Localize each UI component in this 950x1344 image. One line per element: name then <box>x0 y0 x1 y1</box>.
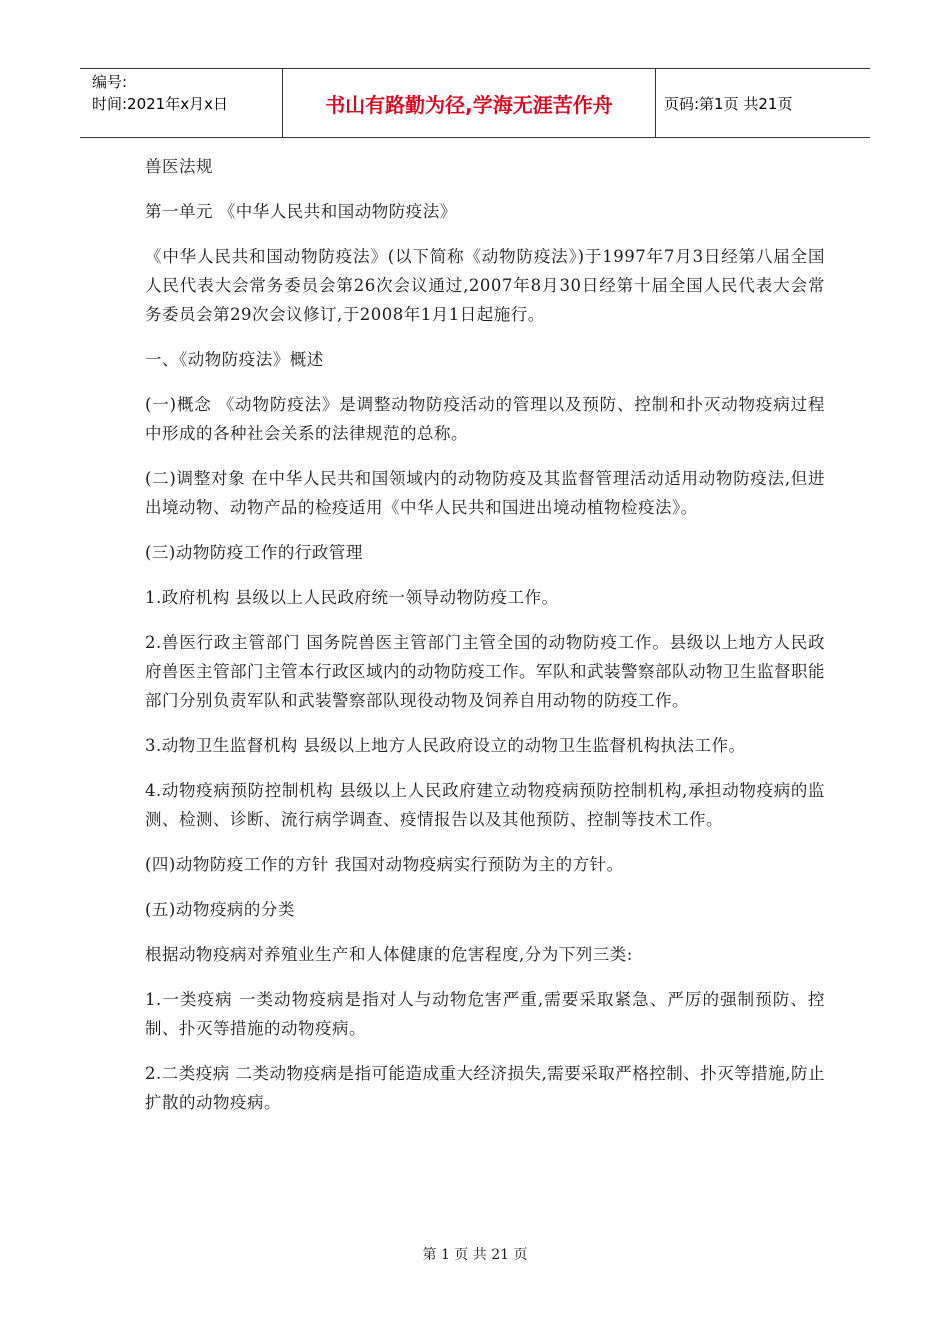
header-motto: 书山有路勤为径,学海无涯苦作舟 <box>282 69 656 137</box>
paragraph: (四)动物防疫工作的方针 我国对动物疫病实行预防为主的方针。 <box>145 855 624 874</box>
paragraph: 《中华人民共和国动物防疫法》(以下简称《动物防疫法》)于1997年7月3日经第八届全国人民代表大会常务委员会第26次会议通过,2007年8月30日经第十届全国人民代表大会常务委员会第29次会议修订,于2008年1月1日起施行。 <box>145 247 825 324</box>
subsection-heading: (五)动物疫病的分类 <box>145 900 295 919</box>
document-header <box>80 68 870 138</box>
paragraph: 4.动物疫病预防控制机构 县级以上人民政府建立动物疫病预防控制机构,承担动物疫病的监测、检测、诊断、流行病学调查、疫情报告以及其他预防、控制等技术工作。 <box>145 781 825 829</box>
paragraph: 3.动物卫生监督机构 县级以上地方人民政府设立的动物卫生监督机构执法工作。 <box>145 736 746 755</box>
paragraph: 1.一类疫病 一类动物疫病是指对人与动物危害严重,需要采取紧急、严厉的强制预防、控制、扑灭等措施的动物疫病。 <box>145 990 825 1038</box>
paragraph: 1.政府机构 县级以上人民政府统一领导动物防疫工作。 <box>145 588 559 607</box>
footer-page-number: 第 1 页 共 21 页 <box>422 1247 528 1263</box>
paragraph: 2.兽医行政主管部门 国务院兽医主管部门主管全国的动物防疫工作。县级以上地方人民政府兽医主管部门主管本行政区域内的动物防疫工作。军队和武装警察部队动物卫生监督职能部门分别负责军队和武装警察部队现役动物及饲养自用动物的防疫工作。 <box>145 633 825 710</box>
unit-heading: 第一单元 《中华人民共和国动物防疫法》 <box>145 202 457 221</box>
doc-title: 兽医法规 <box>145 157 213 176</box>
paragraph: (一)概念 《动物防疫法》是调整动物防疫活动的管理以及预防、控制和扑灭动物疫病过程中形成的各种社会关系的法律规范的总称。 <box>145 395 825 443</box>
paragraph: 2.二类疫病 二类动物疫病是指可能造成重大经济损失,需要采取严格控制、扑灭等措施,防止扩散的动物疫病。 <box>145 1064 825 1112</box>
header-meta <box>80 69 282 137</box>
document-body <box>145 152 825 1133</box>
paragraph: (二)调整对象 在中华人民共和国领域内的动物防疫及其监督管理活动适用动物防疫法,但进出境动物、动物产品的检疫适用《中华人民共和国进出境动植物检疫法》。 <box>145 469 825 517</box>
subsection-heading: (三)动物防疫工作的行政管理 <box>145 543 363 562</box>
document-date: 时间:2021年x月x日 <box>92 95 228 113</box>
section-heading: 一、《动物防疫法》概述 <box>145 350 324 369</box>
header-page-info: 页码:第1页 共21页 <box>664 94 793 113</box>
page-footer <box>0 1244 950 1264</box>
document-number-label: 编号: <box>92 73 128 91</box>
paragraph: 根据动物疫病对养殖业生产和人体健康的危害程度,分为下列三类: <box>145 945 633 964</box>
